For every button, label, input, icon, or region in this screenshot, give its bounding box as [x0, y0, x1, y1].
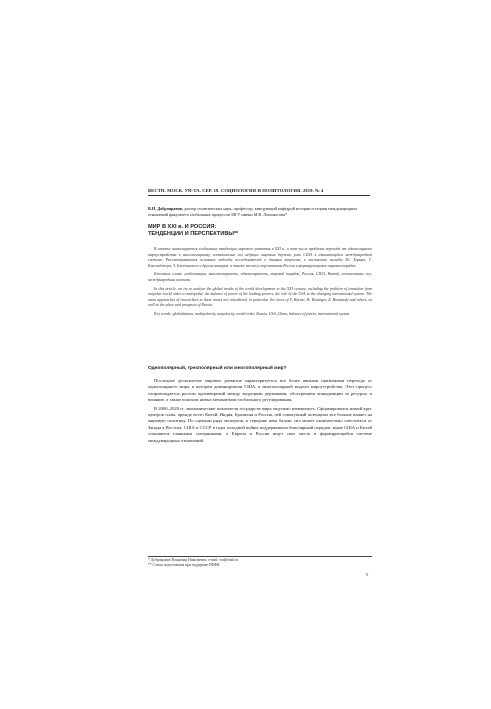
abstract-paragraph-ru: В статье анализируются глобальные тенденции мирового развития в XXI в., в том числе проблема перехода от однополярного мироустройства к многополярному, соотношение сил ведущих мировых держав, роль США в изменяющейся международной системе. Рассматриваются основные подходы исследователей к данным вопросам, в частности взгляды Ю. Харари, Г. Киссинджера, З. Бжезинского и других авторов, а также место и перспективы России в формирующемся мировом порядке.: [148, 247, 372, 268]
body-paragraph-1: Последнее десятилетие мировое развитие характеризуется все более явными признаками перехода от однополярного мира, в котором доминировали США, к многополярной модели мироустройства. Этот процесс сопровождается ростом противоречий между ведущими державами, обострением конкуренции за ресурсы и влияние, а также поиском новых механизмов глобального регулирования.: [148, 378, 372, 403]
abstract-paragraph-en: In this article, we try to analyze the global trends of the world development in the XXI century, including the problem of transition from unipolar world order to multipolar, the balance of power of the leading powers, the role of the USA in the changing international system. The main approaches of researchers to these issues are considered, in particular the views of Y. Harari, H. Kissinger, Z. Brzezinski and others, as well as the place and prospects of Russia.: [148, 286, 372, 308]
author-block: [148, 206, 372, 217]
article-title-line-2: ТЕНДЕНЦИИ И ПЕРСПЕКТИВЫ**: [148, 231, 239, 237]
author-affiliation: доктор политических наук, профессор, заведующий кафедрой истории и теории международных отношений факультета глобальных процессов МГУ имени М.В. Ломоносова*: [148, 206, 358, 217]
body-text: [148, 378, 372, 446]
footnotes: [148, 556, 372, 568]
article-title-line-1: МИР В XXI в. И РОССИЯ:: [148, 224, 217, 230]
article-title: [148, 224, 372, 238]
author-name: В.Н. Добронравов,: [148, 206, 184, 211]
section-title: Однополярный, трехполярный или многополярный мир?: [148, 366, 287, 371]
body-paragraph-2: В 2000–2020 гг. экономические показатели государств мира ощутимо изменились. Сформировался новый круг центров силы, прежде всего Китай, Индия, Бразилия и Россия, чей совокупный потенциал все больше влияет на мировую политику. По оценкам ряда экспертов, к середине века баланс сил может окончательно сместиться от Запада к Востоку. США и СССР в годы холодной войны поддерживали биполярный порядок; ныне США и Китай становятся главными соперниками, а Европа и Россия ищут свое место в формирующейся системе международных отношений.: [148, 405, 372, 443]
keywords-en: Key words: globalization, multipolarity, unipolarity, world order, Russia, USA, China, balance of power, international system.: [154, 311, 351, 316]
footnote-2: ** Статья подготовлена при поддержке РФФИ.: [148, 562, 221, 567]
abstract: [148, 247, 372, 321]
keywords-ru: Ключевые слова: глобализация, многополярность, однополярность, мировой порядок, Россия, США, Китай, соотношение сил, международная система.: [148, 272, 372, 282]
footnote-1: * Добронравов Владимир Николаевич, e-mail: vnd@mail.ru: [148, 558, 239, 562]
running-header: ВЕСТН. МОСК. УН-ТА. СЕР. 18. СОЦИОЛОГИЯ И ПОЛИТОЛОГИЯ. 2019. № 4: [148, 188, 370, 196]
page-number: 5: [366, 572, 369, 577]
